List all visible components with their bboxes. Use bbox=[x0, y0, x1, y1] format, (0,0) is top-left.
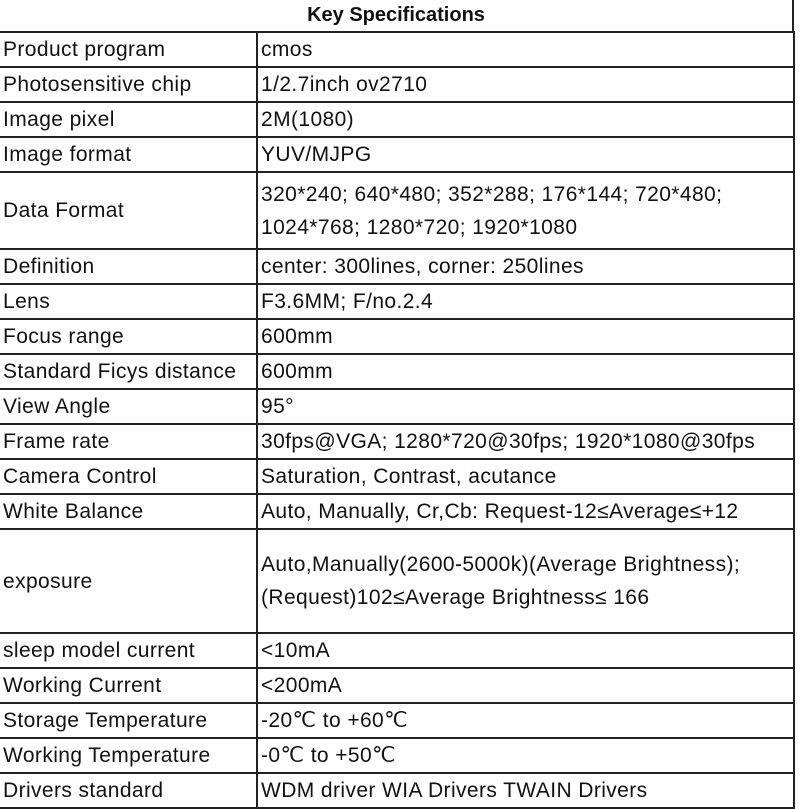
table-row bbox=[0, 172, 794, 249]
spec-label: Storage Temperature bbox=[0, 703, 257, 738]
spec-label: sleep model current bbox=[0, 633, 257, 668]
spec-value: 600mm bbox=[257, 354, 794, 389]
table-row bbox=[0, 703, 794, 738]
table-row bbox=[0, 32, 794, 67]
spec-value: F3.6MM; F/no.2.4 bbox=[257, 284, 794, 319]
spec-value: <10mA bbox=[257, 633, 794, 668]
spec-value: cmos bbox=[257, 32, 794, 67]
table-row bbox=[0, 67, 794, 102]
spec-value: Auto, Manually, Cr,Cb: Request-12≤Average≤+12 bbox=[257, 494, 794, 529]
spec-label: View Angle bbox=[0, 389, 257, 424]
spec-label: Standard Ficys distance bbox=[0, 354, 257, 389]
table-row bbox=[0, 354, 794, 389]
spec-label: Working Temperature bbox=[0, 738, 257, 773]
table-row bbox=[0, 633, 794, 668]
table-row bbox=[0, 773, 794, 808]
spec-value: Saturation, Contrast, acutance bbox=[257, 459, 794, 494]
spec-value: YUV/MJPG bbox=[257, 137, 794, 172]
table-row bbox=[0, 319, 794, 354]
table-row bbox=[0, 738, 794, 773]
table-row bbox=[0, 102, 794, 137]
table-row bbox=[0, 424, 794, 459]
table-row bbox=[0, 529, 794, 633]
spec-label: Camera Control bbox=[0, 459, 257, 494]
spec-value: 95° bbox=[257, 389, 794, 424]
spec-label: Product program bbox=[0, 32, 257, 67]
spec-label: Frame rate bbox=[0, 424, 257, 459]
spec-table bbox=[0, 31, 795, 809]
spec-label: Photosensitive chip bbox=[0, 67, 257, 102]
spec-value: -20℃ to +60℃ bbox=[257, 703, 794, 738]
spec-label: Lens bbox=[0, 284, 257, 319]
spec-value: WDM driver WIA Drivers TWAIN Drivers bbox=[257, 773, 794, 808]
table-row bbox=[0, 668, 794, 703]
spec-value: 600mm bbox=[257, 319, 794, 354]
spec-label: Drivers standard bbox=[0, 773, 257, 808]
spec-label: Working Current bbox=[0, 668, 257, 703]
spec-label: Data Format bbox=[0, 172, 257, 249]
spec-value: -0℃ to +50℃ bbox=[257, 738, 794, 773]
spec-label: exposure bbox=[0, 529, 257, 633]
spec-label: Focus range bbox=[0, 319, 257, 354]
table-row bbox=[0, 284, 794, 319]
spec-label: Definition bbox=[0, 249, 257, 284]
table-row bbox=[0, 459, 794, 494]
spec-value: <200mA bbox=[257, 668, 794, 703]
spec-value: Auto,Manually(2600-5000k)(Average Brightness);(Request)102≤Average Brightness≤ 166 bbox=[257, 529, 794, 633]
spec-label: Image format bbox=[0, 137, 257, 172]
table-row bbox=[0, 389, 794, 424]
table-row bbox=[0, 494, 794, 529]
spec-value: 2M(1080) bbox=[257, 102, 794, 137]
spec-value: 320*240; 640*480; 352*288; 176*144; 720*480; 1024*768; 1280*720; 1920*1080 bbox=[257, 172, 794, 249]
spec-label: White Balance bbox=[0, 494, 257, 529]
spec-value: center: 300lines, corner: 250lines bbox=[257, 249, 794, 284]
spec-value: 1/2.7inch ov2710 bbox=[257, 67, 794, 102]
table-row bbox=[0, 137, 794, 172]
spec-value: 30fps@VGA; 1280*720@30fps; 1920*1080@30fps bbox=[257, 424, 794, 459]
spec-label: Image pixel bbox=[0, 102, 257, 137]
table-title: Key Specifications bbox=[0, 0, 794, 31]
table-row bbox=[0, 249, 794, 284]
